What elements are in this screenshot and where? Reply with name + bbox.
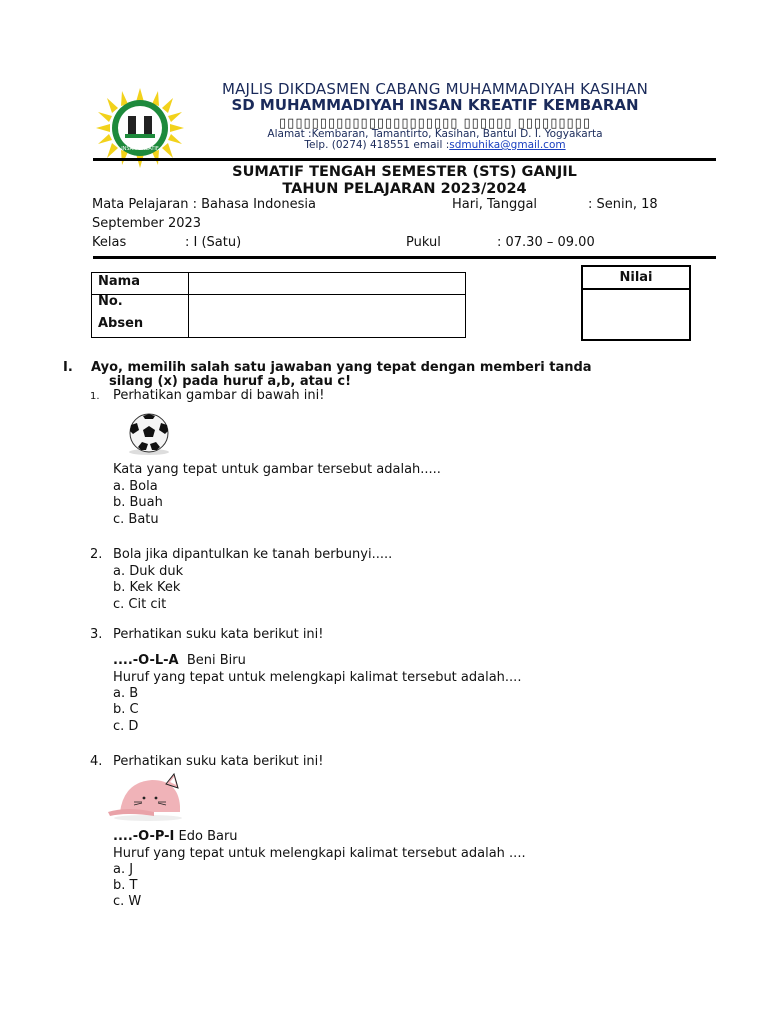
school-contact: [150, 139, 720, 151]
pink-cap-image: [108, 772, 186, 822]
question-4-pattern: ....-O-P-I: [113, 829, 175, 844]
question-4-syllable-line: [113, 829, 238, 844]
exam-title: SUMATIF TENGAH SEMESTER (STS) GANJIL: [232, 164, 577, 180]
day-value: : Senin, 18: [588, 197, 658, 212]
question-3-prompt: Huruf yang tepat untuk melengkapi kalimat tersebut adalah....: [113, 670, 522, 685]
question-1-option-a[interactable]: a. Bola: [113, 479, 158, 494]
question-1-option-c[interactable]: c. Batu: [113, 512, 159, 527]
question-3-pattern-tail: Beni Biru: [186, 653, 246, 668]
header-divider: [93, 158, 716, 161]
question-4-option-c[interactable]: c. W: [113, 894, 142, 909]
student-identity-box: [91, 272, 466, 338]
info-divider: [93, 256, 716, 259]
question-3-syllable-line: [113, 653, 246, 668]
question-2-number: 2.: [90, 547, 103, 562]
question-3-option-c[interactable]: c. D: [113, 719, 139, 734]
time-value: : 07.30 – 09.00: [497, 235, 595, 250]
section-number: I.: [63, 360, 73, 375]
question-2-option-b[interactable]: b. Kek Kek: [113, 580, 181, 595]
question-4-prompt: Huruf yang tepat untuk melengkapi kalimat tersebut adalah ....: [113, 846, 526, 861]
school-address: Alamat :Kembaran, Tamantirto, Kasihan, Bantul D. I. Yogyakarta: [267, 128, 603, 140]
number-label: No.: [98, 294, 123, 309]
question-3-option-b[interactable]: b. C: [113, 702, 139, 717]
question-3-number: 3.: [90, 627, 103, 642]
school-phone: Telp. (0274) 418551 email :: [304, 139, 450, 151]
question-4-text: Perhatikan suku kata berikut ini!: [113, 754, 324, 769]
svg-text:INSAN KREATIF: INSAN KREATIF: [121, 146, 159, 152]
absen-label: Absen: [98, 316, 144, 331]
school-name: SD MUHAMMADIYAH INSAN KREATIF KEMBARAN: [231, 96, 639, 114]
score-label: Nilai: [619, 270, 653, 285]
question-2-option-c[interactable]: c. Cit cit: [113, 597, 167, 612]
question-3-option-a[interactable]: a. B: [113, 686, 139, 701]
question-1-prompt: Kata yang tepat untuk gambar tersebut adalah.....: [113, 462, 441, 477]
academic-year: TAHUN PELAJARAN 2023/2024: [282, 181, 527, 197]
score-field[interactable]: [586, 292, 686, 336]
class-value: : I (Satu): [185, 235, 242, 250]
school-email-link[interactable]: sdmuhika@gmail.com: [449, 139, 566, 151]
question-4-pattern-tail: Edo Baru: [178, 829, 238, 844]
org-name: MAJLIS DIKDASMEN CABANG MUHAMMADIYAH KASIHAN: [221, 80, 649, 98]
subject-line: Mata Pelajaran : Bahasa Indonesia: [92, 197, 316, 212]
time-label: Pukul: [406, 235, 441, 250]
section-instruction-line2: silang (x) pada huruf a,b, atau c!: [109, 374, 351, 389]
question-1-text: Perhatikan gambar di bawah ini!: [113, 388, 325, 403]
score-box: [581, 265, 691, 341]
question-2-option-a[interactable]: a. Duk duk: [113, 564, 184, 579]
name-field[interactable]: [192, 274, 460, 292]
name-label: Nama: [98, 274, 140, 289]
arabic-school-name: ▯▯▯▯▯▯▯▯▯▯▯▯▯▯▯▯▯▯▯▯▯▯ ▯▯▯▯▯▯ ▯▯▯▯▯▯▯▯▯: [279, 116, 591, 131]
question-3-text: Perhatikan suku kata berikut ini!: [113, 627, 324, 642]
class-label: Kelas: [92, 235, 127, 250]
day-label: Hari, Tanggal: [452, 197, 538, 212]
section-instruction-line1: Ayo, memilih salah satu jawaban yang tepat dengan memberi tanda: [91, 360, 592, 375]
question-4-option-a[interactable]: a. J: [113, 862, 134, 877]
question-3-pattern: ....-O-L-A: [113, 653, 179, 668]
soccer-ball-icon: [124, 413, 174, 455]
cap-icon: [108, 772, 186, 822]
question-4-number: 4.: [90, 754, 103, 769]
question-4-option-b[interactable]: b. T: [113, 878, 138, 893]
question-2-text: Bola jika dipantulkan ke tanah berbunyi.....: [113, 547, 393, 562]
question-1-number: 1.: [90, 391, 100, 402]
question-1-option-b[interactable]: b. Buah: [113, 495, 163, 510]
date-continued: September 2023: [92, 216, 202, 231]
soccer-ball-image: [124, 413, 174, 455]
absen-number-field[interactable]: [192, 297, 460, 335]
